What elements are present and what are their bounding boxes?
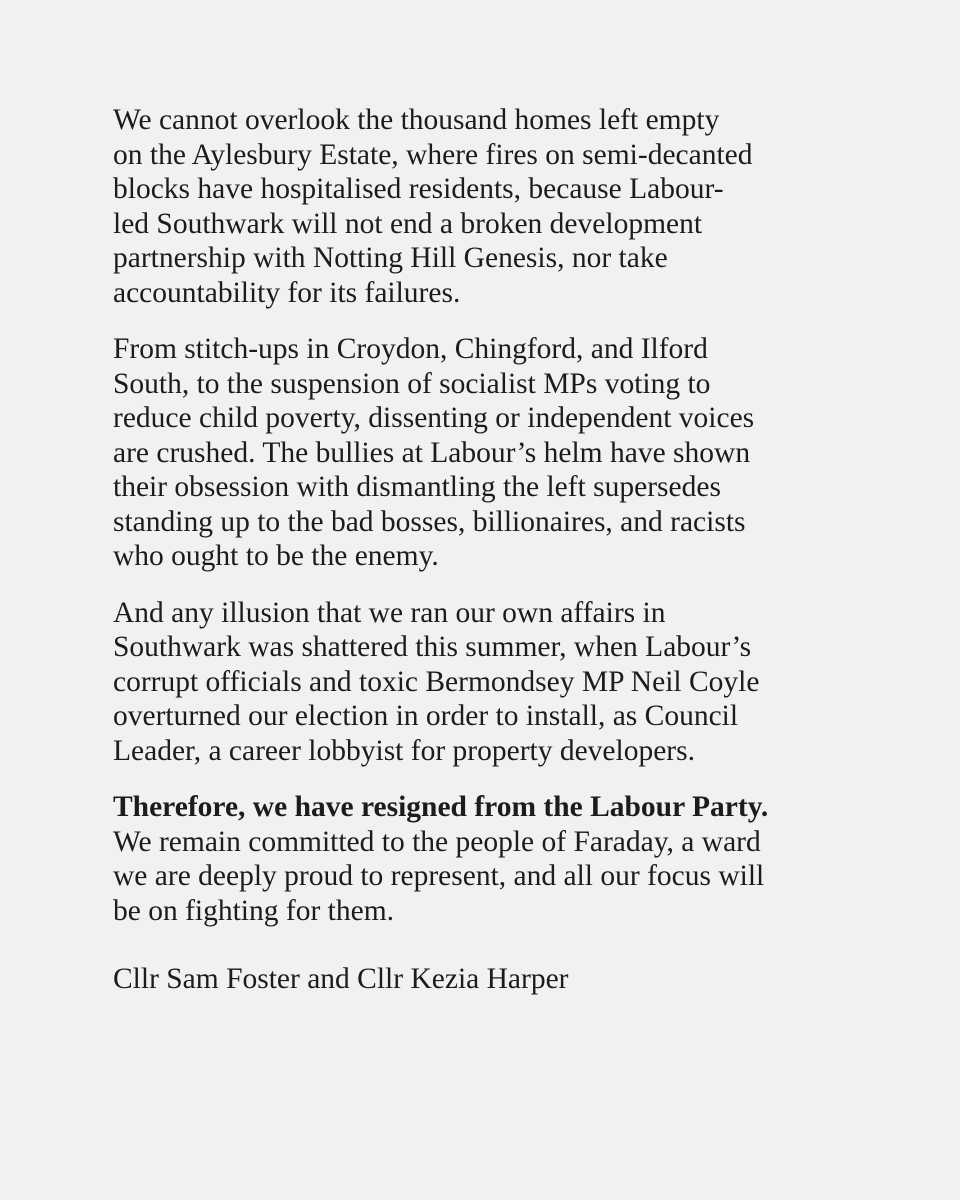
text-line: are crushed. The bullies at Labour’s helm have shown: [113, 436, 751, 469]
text-line: From stitch-ups in Croydon, Chingford, and Ilford: [113, 333, 708, 365]
text-line: reduce child poverty, dissenting or independent voices: [113, 402, 755, 434]
text-line: corrupt officials and toxic Bermondsey MP Neil Coyle: [113, 665, 760, 698]
text-line: who ought to be the enemy.: [113, 540, 439, 572]
text-line: partnership with Notting Hill Genesis, nor take: [113, 242, 668, 274]
text-line: Leader, a career lobbyist for property developers.: [113, 734, 695, 767]
text-line: And any illusion that we ran our own affairs in: [113, 596, 666, 629]
text-line: We remain committed to the people of Faraday, a ward: [113, 825, 761, 858]
text-line: we are deeply proud to represent, and all our focus will: [113, 860, 765, 892]
text-line: standing up to the bad bosses, billionaires, and racists: [113, 505, 746, 538]
text-line: blocks have hospitalised residents, because Labour-: [113, 173, 724, 205]
paragraph-resignation: [113, 790, 880, 928]
paragraph-aylesbury: [113, 103, 880, 310]
text-line: accountability for its failures.: [113, 276, 461, 309]
text-line: led Southwark will not end a broken development: [113, 207, 703, 240]
text-line: their obsession with dismantling the left supersedes: [113, 471, 721, 503]
paragraph-southwark-election: [113, 596, 880, 769]
text-line: Southwark was shattered this summer, when Labour’s: [113, 631, 752, 663]
text-line: on the Aylesbury Estate, where fires on semi-decanted: [113, 138, 753, 171]
signature: Cllr Sam Foster and Cllr Kezia Harper: [113, 963, 569, 995]
text-line: South, to the suspension of socialist MPs voting to: [113, 367, 711, 400]
text-line: be on fighting for them.: [113, 894, 395, 927]
text-line: overturned our election in order to install, as Council: [113, 700, 739, 732]
text-line: We cannot overlook the thousand homes left empty: [113, 104, 720, 136]
resignation-statement: Therefore, we have resigned from the Labour Party.: [113, 791, 769, 823]
paragraph-stitch-ups: [113, 332, 880, 574]
